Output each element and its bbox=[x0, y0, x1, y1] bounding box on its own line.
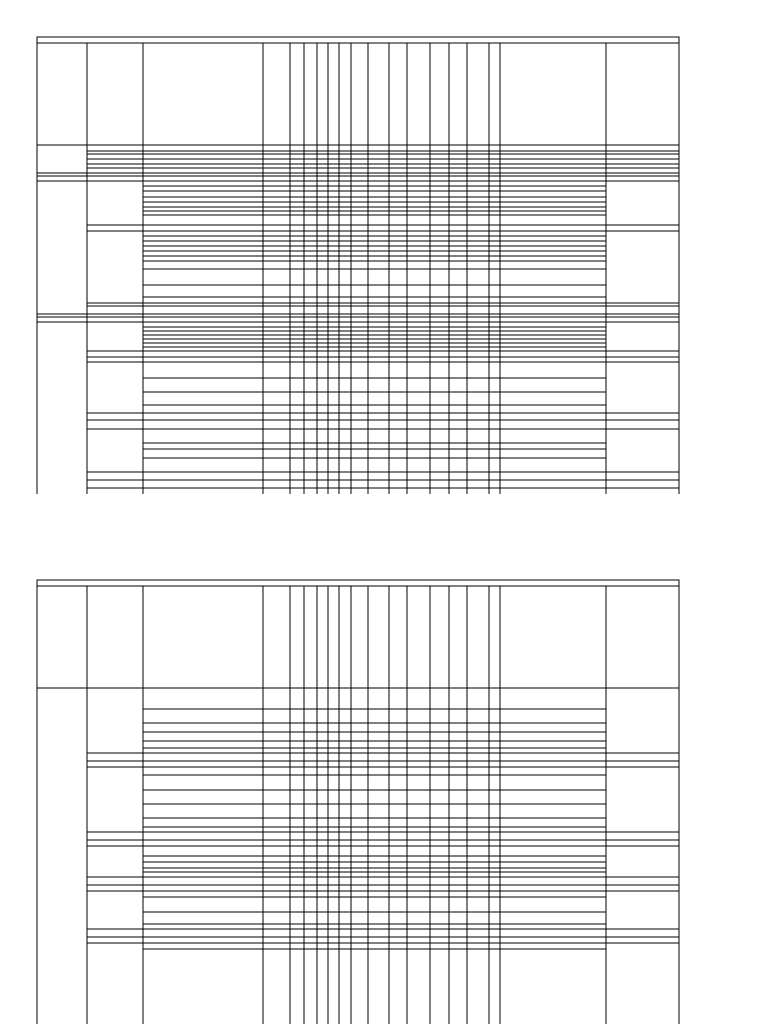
form-page-1 bbox=[37, 37, 679, 494]
page-1-row-rules bbox=[37, 43, 679, 488]
page-1-column-rules bbox=[37, 37, 679, 494]
page-1-title-bar bbox=[37, 37, 679, 43]
form-page-2 bbox=[37, 580, 679, 1024]
page-2-row-rules bbox=[37, 586, 679, 949]
page-2-title-bar bbox=[37, 580, 679, 586]
page-2-column-rules bbox=[37, 580, 679, 1024]
